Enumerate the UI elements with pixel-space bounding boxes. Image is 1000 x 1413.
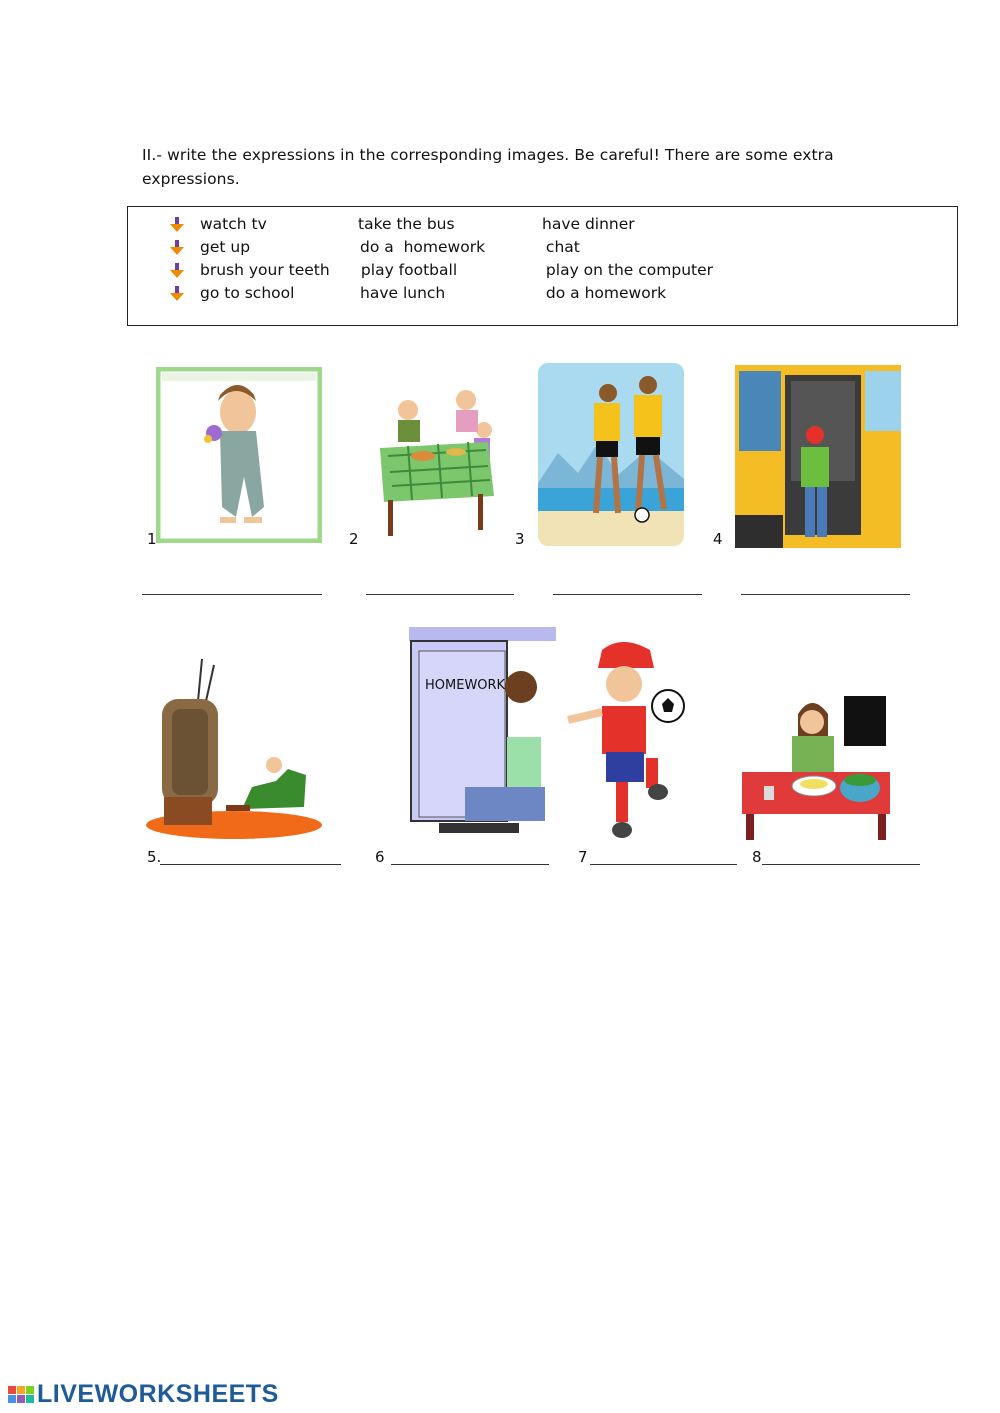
word-bank-box [127,206,958,326]
word-bank-item: get up [200,238,251,256]
school-bus-image [735,365,901,548]
logo-text: LIVEWORKSHEETS [37,1379,279,1408]
image-number: 3 [515,530,525,548]
image-number: 6 [375,848,385,866]
word-bank-item: have dinner [542,215,635,233]
word-bank-item: play on the computer [541,261,714,279]
answer-blank-8[interactable] [762,864,920,865]
instructions-text: II.- write the expressions in the corresponding images. Be careful! There are some extra expressions. [142,146,834,188]
bullet-arrow-icon [170,263,184,279]
word-bank-item: do a homework [541,284,667,302]
bullet-arrow-icon [170,217,184,233]
answer-blank-1[interactable] [142,594,322,595]
image-number: 4 [713,530,723,548]
answer-blank-3[interactable] [553,594,702,595]
beach-football-image [538,363,684,546]
word-bank-item: play football [356,261,458,279]
logo-blocks-icon [8,1386,34,1403]
image-number: 8 [752,848,762,866]
bullet-arrow-icon [170,286,184,302]
answer-blank-5[interactable] [160,864,341,865]
image-number: 2 [349,530,359,548]
image-number: 7 [578,848,588,866]
answer-blank-7[interactable] [590,864,737,865]
word-bank-item: do a homework [360,238,486,256]
bullet-arrow-icon [170,240,184,256]
homework-image [409,627,556,839]
word-bank-item: go to school [200,284,295,302]
word-bank-item: chat [541,238,580,256]
answer-blank-4[interactable] [741,594,910,595]
word-bank-item: brush your teeth [200,261,330,279]
girl-dinner-image [742,694,890,844]
word-bank-item: watch tv [200,215,267,233]
word-bank-item: take the bus [358,215,455,233]
answer-blank-6[interactable] [391,864,549,865]
boy-football-image [562,640,690,845]
liveworksheets-logo[interactable] [8,1381,279,1407]
brushing-teeth-image [156,367,322,543]
watching-tv-image [146,657,324,840]
image-number: 5. [147,848,162,866]
image-number: 1 [147,530,157,548]
homework-label: HOMEWORK [425,678,506,693]
family-dinner-image [378,386,496,542]
answer-blank-2[interactable] [366,594,514,595]
word-bank-item: have lunch [360,284,446,302]
